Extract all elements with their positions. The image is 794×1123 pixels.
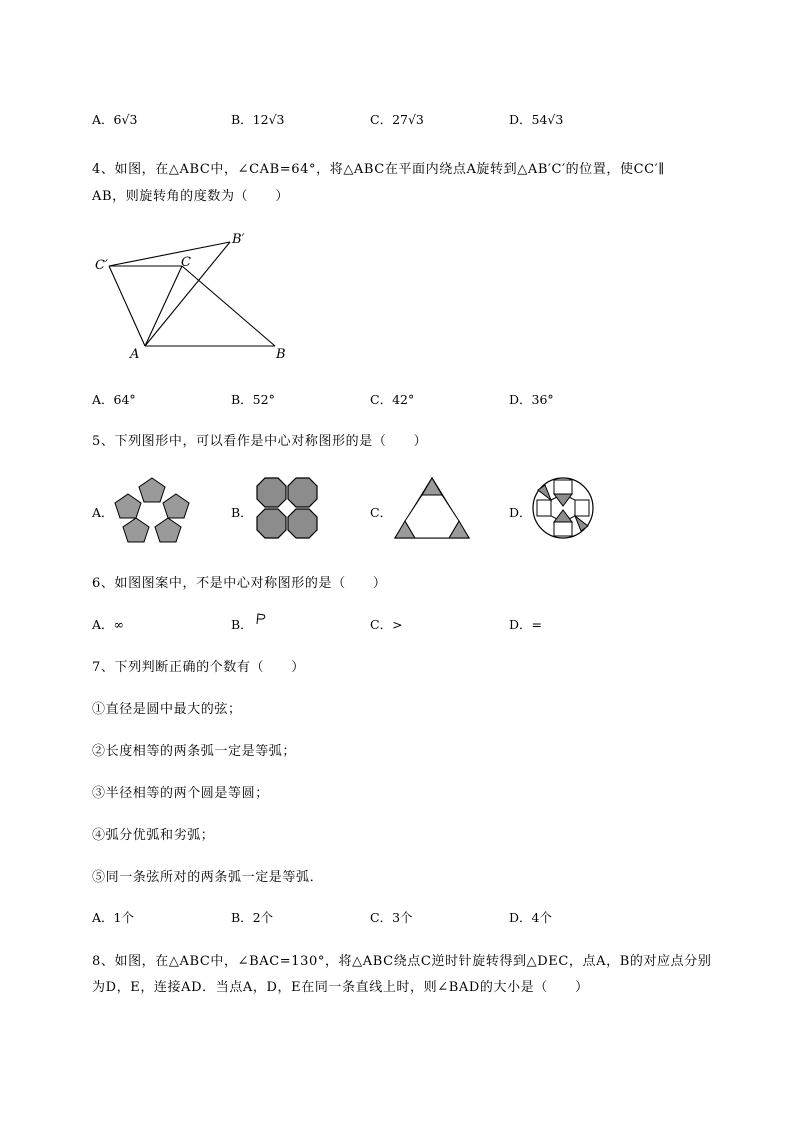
label-a: A — [130, 347, 140, 362]
label-b-prime: B′ — [232, 232, 245, 247]
q4-option-c: C．42° — [370, 392, 415, 407]
q5-figure-c-triangle — [394, 477, 470, 539]
q5-option-c-label: C． — [370, 505, 393, 520]
q4-option-d: D．36° — [509, 392, 554, 407]
q7-stem: 7、下列判断正确的个数有（ ） — [92, 660, 305, 675]
segment-ac — [145, 266, 182, 346]
q3-option-b: B．12√3 — [231, 112, 285, 127]
q4-rotation-figure — [92, 228, 292, 368]
q7-option-d: D．4个 — [509, 910, 552, 925]
q7-statement-3: ③半径相等的两个圆是等圆； — [92, 786, 269, 801]
label-c: C — [181, 255, 191, 270]
q4-stem-line2: AB，则旋转角的度数为（ ） — [92, 189, 289, 204]
q6-option-c: C．> — [370, 617, 403, 632]
q3-option-c: C．27√3 — [370, 112, 424, 127]
q8-stem-line1: 8、如图，在△ABC中，∠BAC=130°，将△ABC绕点C逆时针旋转得到△DEC，点A，B的对应点分别 — [92, 954, 712, 969]
q5-option-d-label: D． — [509, 505, 532, 520]
q5-option-a-label: A． — [92, 505, 114, 520]
q7-option-c: C．3个 — [370, 910, 413, 925]
label-b: B — [276, 347, 286, 362]
q8-stem-line2: 为D，E，连接AD．当点A，D，E在同一条直线上时，则∠BAD的大小是（ ） — [92, 980, 589, 995]
q6-option-b: B． — [231, 617, 253, 632]
q5-figure-a-pentagons — [112, 476, 192, 546]
q7-statement-4: ④弧分优弧和劣弧； — [92, 828, 215, 843]
q7-option-a: A．1个 — [92, 910, 134, 925]
segment-cb — [182, 266, 275, 346]
q7-statement-1: ①直径是圆中最大的弦； — [92, 702, 242, 717]
q6-option-d: D．= — [509, 617, 542, 632]
q7-statement-2: ②长度相等的两条弧一定是等弧； — [92, 744, 297, 759]
q4-stem-line1: 4、如图，在△ABC中，∠CAB=64°，将△ABC在平面内绕点A旋转到△AB′C′的位置，使CC′∥ — [92, 162, 665, 177]
q7-option-b: B．2个 — [231, 910, 274, 925]
q4-option-b: B．52° — [231, 392, 275, 407]
q5-figure-b-octagons — [256, 477, 318, 539]
label-c-prime: C′ — [95, 258, 108, 273]
q4-option-a: A．64° — [92, 392, 136, 407]
q5-option-b-label: B． — [231, 505, 253, 520]
q3-option-a: A．6√3 — [92, 112, 138, 127]
q6-stem: 6、如图图案中，不是中心对称图形的是（ ） — [92, 576, 387, 591]
q6-option-a: A．∞ — [92, 617, 124, 632]
q5-figure-d-circle — [531, 476, 595, 540]
q3-option-d: D．54√3 — [509, 112, 564, 127]
segment-c-prime-b-prime — [109, 242, 230, 266]
q7-statement-5: ⑤同一条弦所对的两条弧一定是等弧． — [92, 870, 324, 885]
q6-option-b-symbol-icon — [254, 612, 268, 626]
q5-stem: 5、下列图形中，可以看作是中心对称图形的是（ ） — [92, 434, 428, 449]
segment-ac-prime — [109, 266, 145, 346]
